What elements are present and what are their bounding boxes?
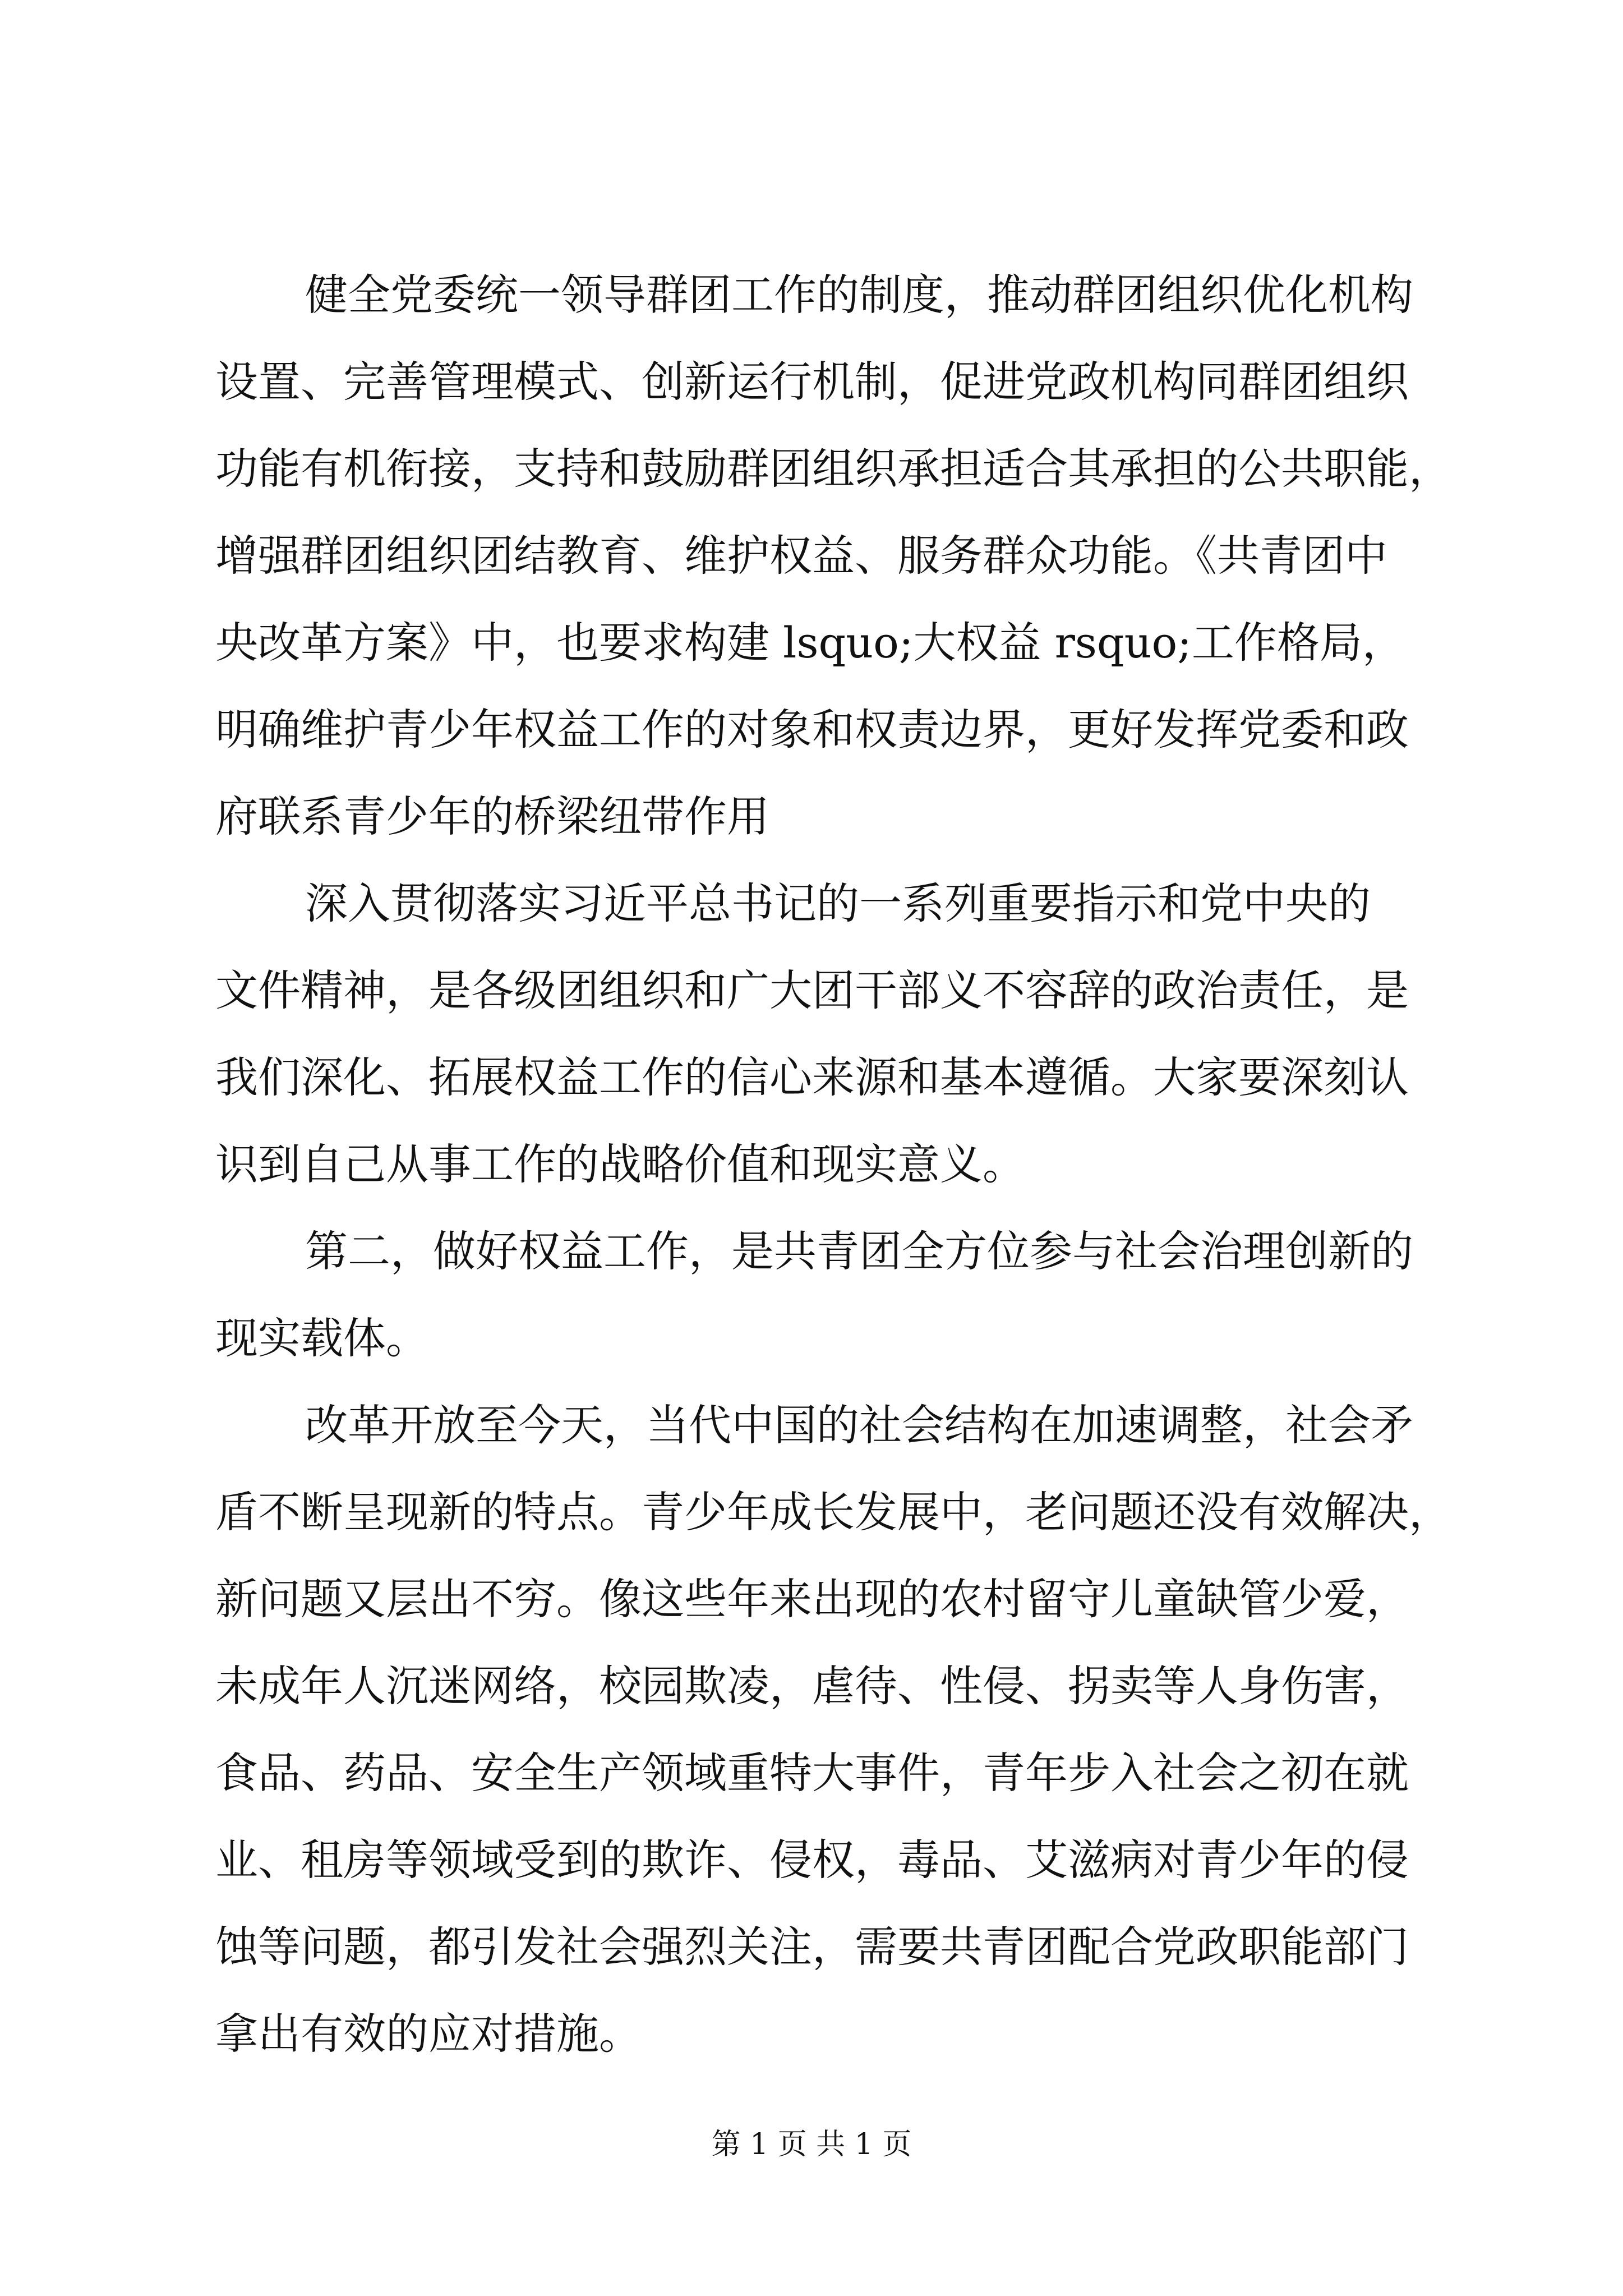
text-line: 拿出有效的应对措施。 [215, 2009, 642, 2059]
text-line: 业、租房等领域受到的欺诈、侵权，毒品、艾滋病对青少年的侵 [215, 1835, 1409, 1885]
text-line: 央改革方案》中，也要求构建 lsquo;大权益 rsquo;工作格局， [215, 618, 1405, 668]
text-line: 改革开放至今天，当代中国的社会结构在加速调整，社会矛 [305, 1400, 1413, 1450]
text-line: 蚀等问题，都引发社会强烈关注，需要共青团配合党政职能部门 [215, 1922, 1409, 1972]
paragraph [215, 1382, 1505, 2077]
paragraph [215, 860, 1505, 1208]
text-line: 健全党委统一领导群团工作的制度，推动群团组织优化机构 [305, 270, 1413, 320]
paragraph [215, 251, 1505, 860]
page-number-footer: 第 1 页 共 1 页 [711, 2128, 912, 2161]
text-line: 现实载体。 [215, 1313, 428, 1363]
text-line: 我们深化、拓展权益工作的信心来源和基本遵循。大家要深刻认 [215, 1052, 1409, 1102]
document-body [215, 251, 1505, 2077]
text-line: 食品、药品、安全生产领域重特大事件，青年步入社会之初在就 [215, 1748, 1409, 1798]
text-line: 未成年人沉迷网络，校园欺凌，虐待、性侵、拐卖等人身伤害， [215, 1661, 1409, 1711]
text-line: 新问题又层出不穷。像这些年来出现的农村留守儿童缺管少爱， [215, 1574, 1409, 1624]
text-line: 增强群团组织团结教育、维护权益、服务群众功能。《共青团中 [215, 531, 1387, 581]
text-line: 盾不断呈现新的特点。青少年成长发展中，老问题还没有效解决， [215, 1487, 1451, 1537]
text-line: 文件精神，是各级团组织和广大团干部义不容辞的政治责任，是 [215, 965, 1409, 1015]
text-line: 设置、完善管理模式、创新运行机制，促进党政机构同群团组织 [215, 357, 1409, 407]
text-line: 功能有机衔接，支持和鼓励群团组织承担适合其承担的公共职能， [215, 444, 1451, 494]
text-line: 第二，做好权益工作，是共青团全方位参与社会治理创新的 [305, 1226, 1413, 1276]
text-line: 识到自己从事工作的战略价值和现实意义。 [215, 1139, 1025, 1189]
text-line: 深入贯彻落实习近平总书记的一系列重要指示和党中央的 [305, 878, 1371, 928]
paragraph [215, 1208, 1505, 1382]
text-line: 明确维护青少年权益工作的对象和权责边界，更好发挥党委和政 [215, 705, 1409, 754]
text-line: 府联系青少年的桥梁纽带作用 [215, 792, 769, 841]
